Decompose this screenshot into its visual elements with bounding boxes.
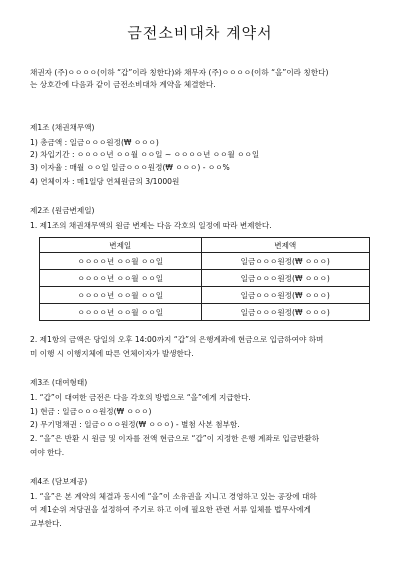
repayment-amount: 일금ㅇㅇㅇ원정(₩ ㅇㅇㅇ)	[201, 304, 369, 321]
repayment-amount: 일금ㅇㅇㅇ원정(₩ ㅇㅇㅇ)	[201, 287, 369, 304]
article3-item-1: 1. “갑”이 대여한 금전은 다음 각호의 방법으로 “을”에게 지급한다.	[30, 393, 251, 402]
table-header-row	[40, 238, 370, 253]
article1-item-4: 4) 연체이자 : 매1일당 연체원금의 3/1000원	[30, 177, 180, 186]
intro-line-1: 채권자 (주)ㅇㅇㅇㅇ(이하 “갑”이라 칭한다)와 채무자 (주)ㅇㅇㅇㅇ(이하 “을”이라 칭한다)	[30, 68, 329, 77]
repayment-date: ㅇㅇㅇㅇ년 ㅇㅇ월 ㅇㅇ일	[40, 270, 202, 287]
repayment-date: ㅇㅇㅇㅇ년 ㅇㅇ월 ㅇㅇ일	[40, 304, 202, 321]
table-row	[40, 287, 370, 304]
article1-item-3: 3) 이자율 : 매월 ㅇㅇ일 일금ㅇㅇㅇ원정(₩ ㅇㅇㅇ) - ㅇㅇ%	[30, 163, 230, 172]
article2-item-1: 1. 제1조의 채권채무액의 원금 변제는 다음 각호의 일정에 따라 변제한다.	[30, 221, 272, 230]
table-row	[40, 270, 370, 287]
repayment-date: ㅇㅇㅇㅇ년 ㅇㅇ월 ㅇㅇ일	[40, 253, 202, 270]
article2-item-2-line-1: 2. 제1항의 금액은 당일의 오후 14:00까지 “갑”의 은행계좌에 현금으로 입금하여야 하며	[30, 335, 324, 344]
article3-item-3: 2) 무기명채권 : 일금ㅇㅇㅇ원정(₩ ㅇㅇㅇ) - 별첨 사본 첨부함.	[30, 420, 240, 429]
column-header-amount: 변제액	[201, 238, 369, 253]
article1-item-1: 1) 총금액 : 일금ㅇㅇㅇ원정(₩ ㅇㅇㅇ)	[30, 138, 159, 147]
article1-heading: 제1조 (채권채무액)	[30, 123, 95, 132]
article4-item-2: 여 제1순위 저당권을 설정하여 주기로 하고 이에 필요한 관련 서류 일체를 법무사에게	[30, 505, 311, 514]
article2-item-2-line-2: 미 이행 시 이행지체에 따른 연체이자가 발생한다.	[30, 349, 194, 358]
repayment-amount: 일금ㅇㅇㅇ원정(₩ ㅇㅇㅇ)	[201, 270, 369, 287]
article4-heading: 제4조 (담보제공)	[30, 477, 88, 486]
article2-heading: 제2조 (원금변제일)	[30, 206, 95, 215]
article4-item-1: 1. “을”은 본 계약의 체결과 동시에 “을”이 소유권을 지니고 경영하고 있는 공장에 대하	[30, 492, 317, 501]
intro-line-2: 는 상호간에 다음과 같이 금전소비대차 계약을 체결한다.	[30, 80, 216, 89]
repayment-amount: 일금ㅇㅇㅇ원정(₩ ㅇㅇㅇ)	[201, 253, 369, 270]
article1-item-2: 2) 차입기간 : ㅇㅇㅇㅇ년 ㅇㅇ월 ㅇㅇ일 ~ ㅇㅇㅇㅇ년 ㅇㅇ월 ㅇㅇ일	[30, 150, 260, 159]
column-header-date: 변제일	[40, 238, 202, 253]
article4-item-3: 교부한다.	[30, 519, 62, 528]
repayment-date: ㅇㅇㅇㅇ년 ㅇㅇ월 ㅇㅇ일	[40, 287, 202, 304]
article3-item-4: 2. “을”은 반환 시 원금 및 이자를 전액 현금으로 “갑”이 지정한 은행 계좌로 입금반환하	[30, 434, 320, 443]
table-row	[40, 304, 370, 321]
article3-item-5: 여야 한다.	[30, 448, 65, 457]
article3-item-2: 1) 현금 : 일금ㅇㅇㅇ원정(₩ ㅇㅇㅇ)	[30, 407, 152, 416]
table-row	[40, 253, 370, 270]
article3-heading: 제3조 (대여형태)	[30, 378, 88, 387]
repayment-schedule-table	[39, 237, 370, 321]
document-title: 금전소비대차 계약서	[127, 24, 273, 42]
